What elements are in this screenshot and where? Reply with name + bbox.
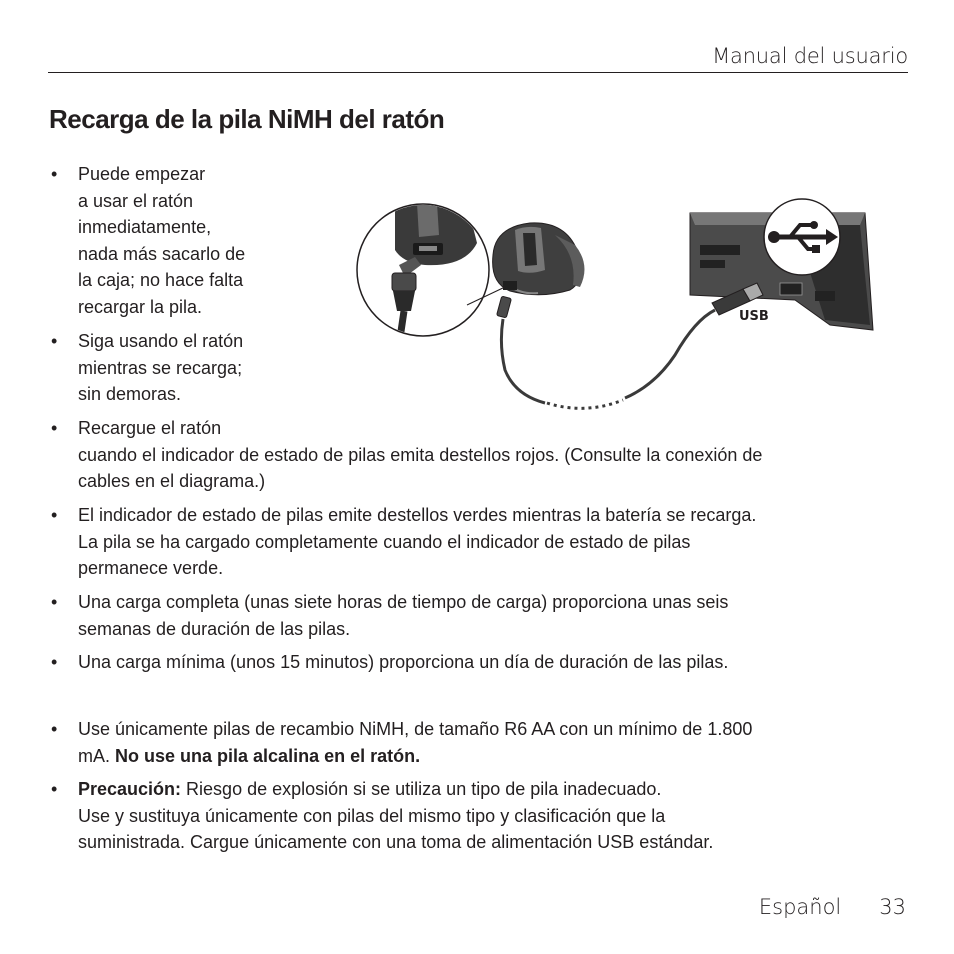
cable: [501, 319, 545, 403]
bullet-item: • Use únicamente pilas de recambio NiMH, de tamaño R6 AA con un mínimo de 1.800 mA. No use una pila alcalina en el ratón.: [78, 716, 752, 769]
usb-label: USB: [739, 309, 769, 324]
bullet-item: • Puede empezar a usar el ratón inmediatamente, nada más sacarlo de la caja; no hace falta recargar la pila.: [78, 161, 245, 320]
bullet-item: • El indicador de estado de pilas emite destellos verdes mientras la batería se recarga. La pila se ha cargado completamente cuando el indicador de estado de pilas permanece verde.: [78, 502, 756, 582]
cable: [625, 310, 715, 398]
page-number: 33: [879, 895, 906, 919]
cable-dotted: [547, 400, 623, 408]
page-header: [48, 42, 908, 73]
charging-diagram: [355, 195, 885, 420]
bullet-item: • Una carga mínima (unos 15 minutos) proporciona un día de duración de las pilas.: [78, 649, 728, 676]
bullet-item: • Siga usando el ratón mientras se recarga; sin demoras.: [78, 328, 243, 408]
mouse-connector: [497, 296, 512, 318]
bullet-item: • Precaución: Riesgo de explosión si se utiliza un tipo de pila inadecuado. Use y sustituya únicamente con pilas del mismo tipo y clasificación que la suministrada. Cargue únicamente con una toma de alimentación USB estándar.: [78, 776, 713, 856]
page-footer: [759, 895, 906, 919]
bullet-item: • Una carga completa (unas siete horas de tiempo de carga) proporciona unas seis semanas de duración de las pilas.: [78, 589, 728, 642]
bullet-item: • Recargue el ratón cuando el indicador de estado de pilas emita destellos rojos. (Consulte la conexión de cables en el diagrama.): [78, 415, 762, 495]
header-text: Manual del usuario: [712, 44, 908, 68]
page-title: Recarga de la pila NiMH del ratón: [49, 104, 445, 134]
zoom-circle: [357, 197, 489, 345]
mouse-image: [493, 223, 585, 295]
caution-label: Precaución:: [78, 779, 182, 799]
warning-text: No use una pila alcalina en el ratón.: [115, 745, 421, 766]
footer-language: Español: [758, 895, 842, 919]
